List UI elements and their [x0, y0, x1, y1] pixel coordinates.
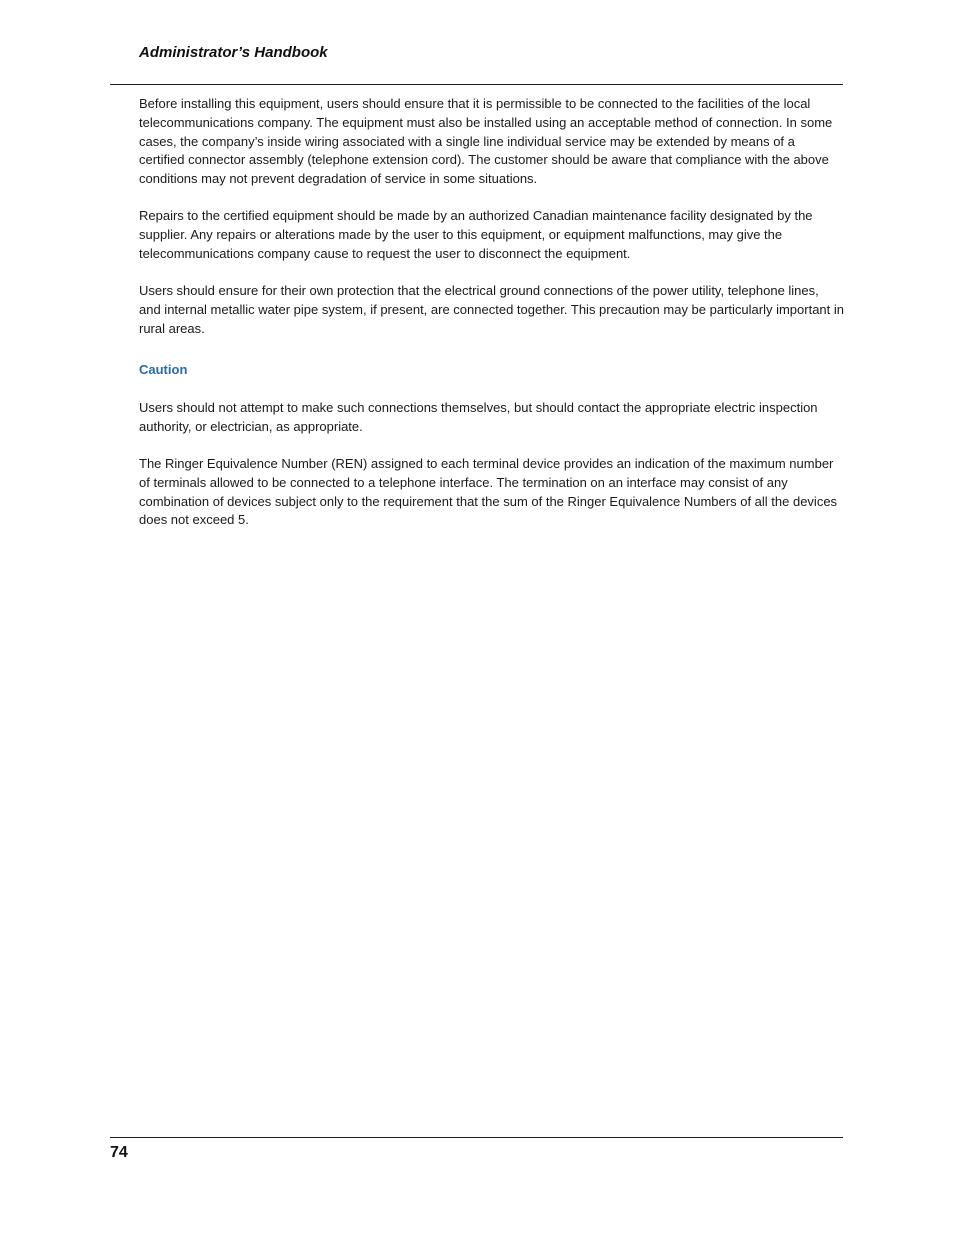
footer-divider [110, 1137, 843, 1138]
running-header-title: Administrator’s Handbook [139, 44, 328, 61]
paragraph-repairs: Repairs to the certified equipment should be made by an authorized Canadian maintenance facility designated by the supplier. Any repairs or alterations made by the user to this equipment, or equipment malfunctions, may give the telecommunications company cause to request the user to disconnect the equipment. [139, 208, 813, 261]
paragraph-ringer-equivalence: The Ringer Equivalence Number (REN) assigned to each terminal device provides an indication of the maximum number of terminals allowed to be connected to a telephone interface. The termination on an interface may consist of any combination of devices subject only to the requirement that the sum of the Ringer Equivalence Numbers of all the devices does not exceed 5. [139, 456, 838, 528]
paragraph-ground-connections: Users should ensure for their own protection that the electrical ground connections of the power utility, telephone lines, and internal metallic water pipe system, if present, are connected together. This precaution may be particularly important in rural areas. [139, 283, 845, 336]
paragraph-caution-connections: Users should not attempt to make such connections themselves, but should contact the appropriate electric inspection authority, or electrician, as appropriate. [139, 400, 818, 434]
caution-heading: Caution [139, 362, 188, 377]
paragraph-installation-permission: Before installing this equipment, users should ensure that it is permissible to be connected to the facilities of the local telecommunications company. The equipment must also be installed using an acceptable method of connection. In some cases, the company’s inside wiring associated with a single line individual service may be extended by means of a certified connector assembly (telephone extension cord). The customer should be aware that compliance with the above conditions may not prevent degradation of service in some situations. [139, 96, 833, 187]
header-divider [110, 84, 843, 85]
page-number: 74 [110, 1144, 128, 1161]
